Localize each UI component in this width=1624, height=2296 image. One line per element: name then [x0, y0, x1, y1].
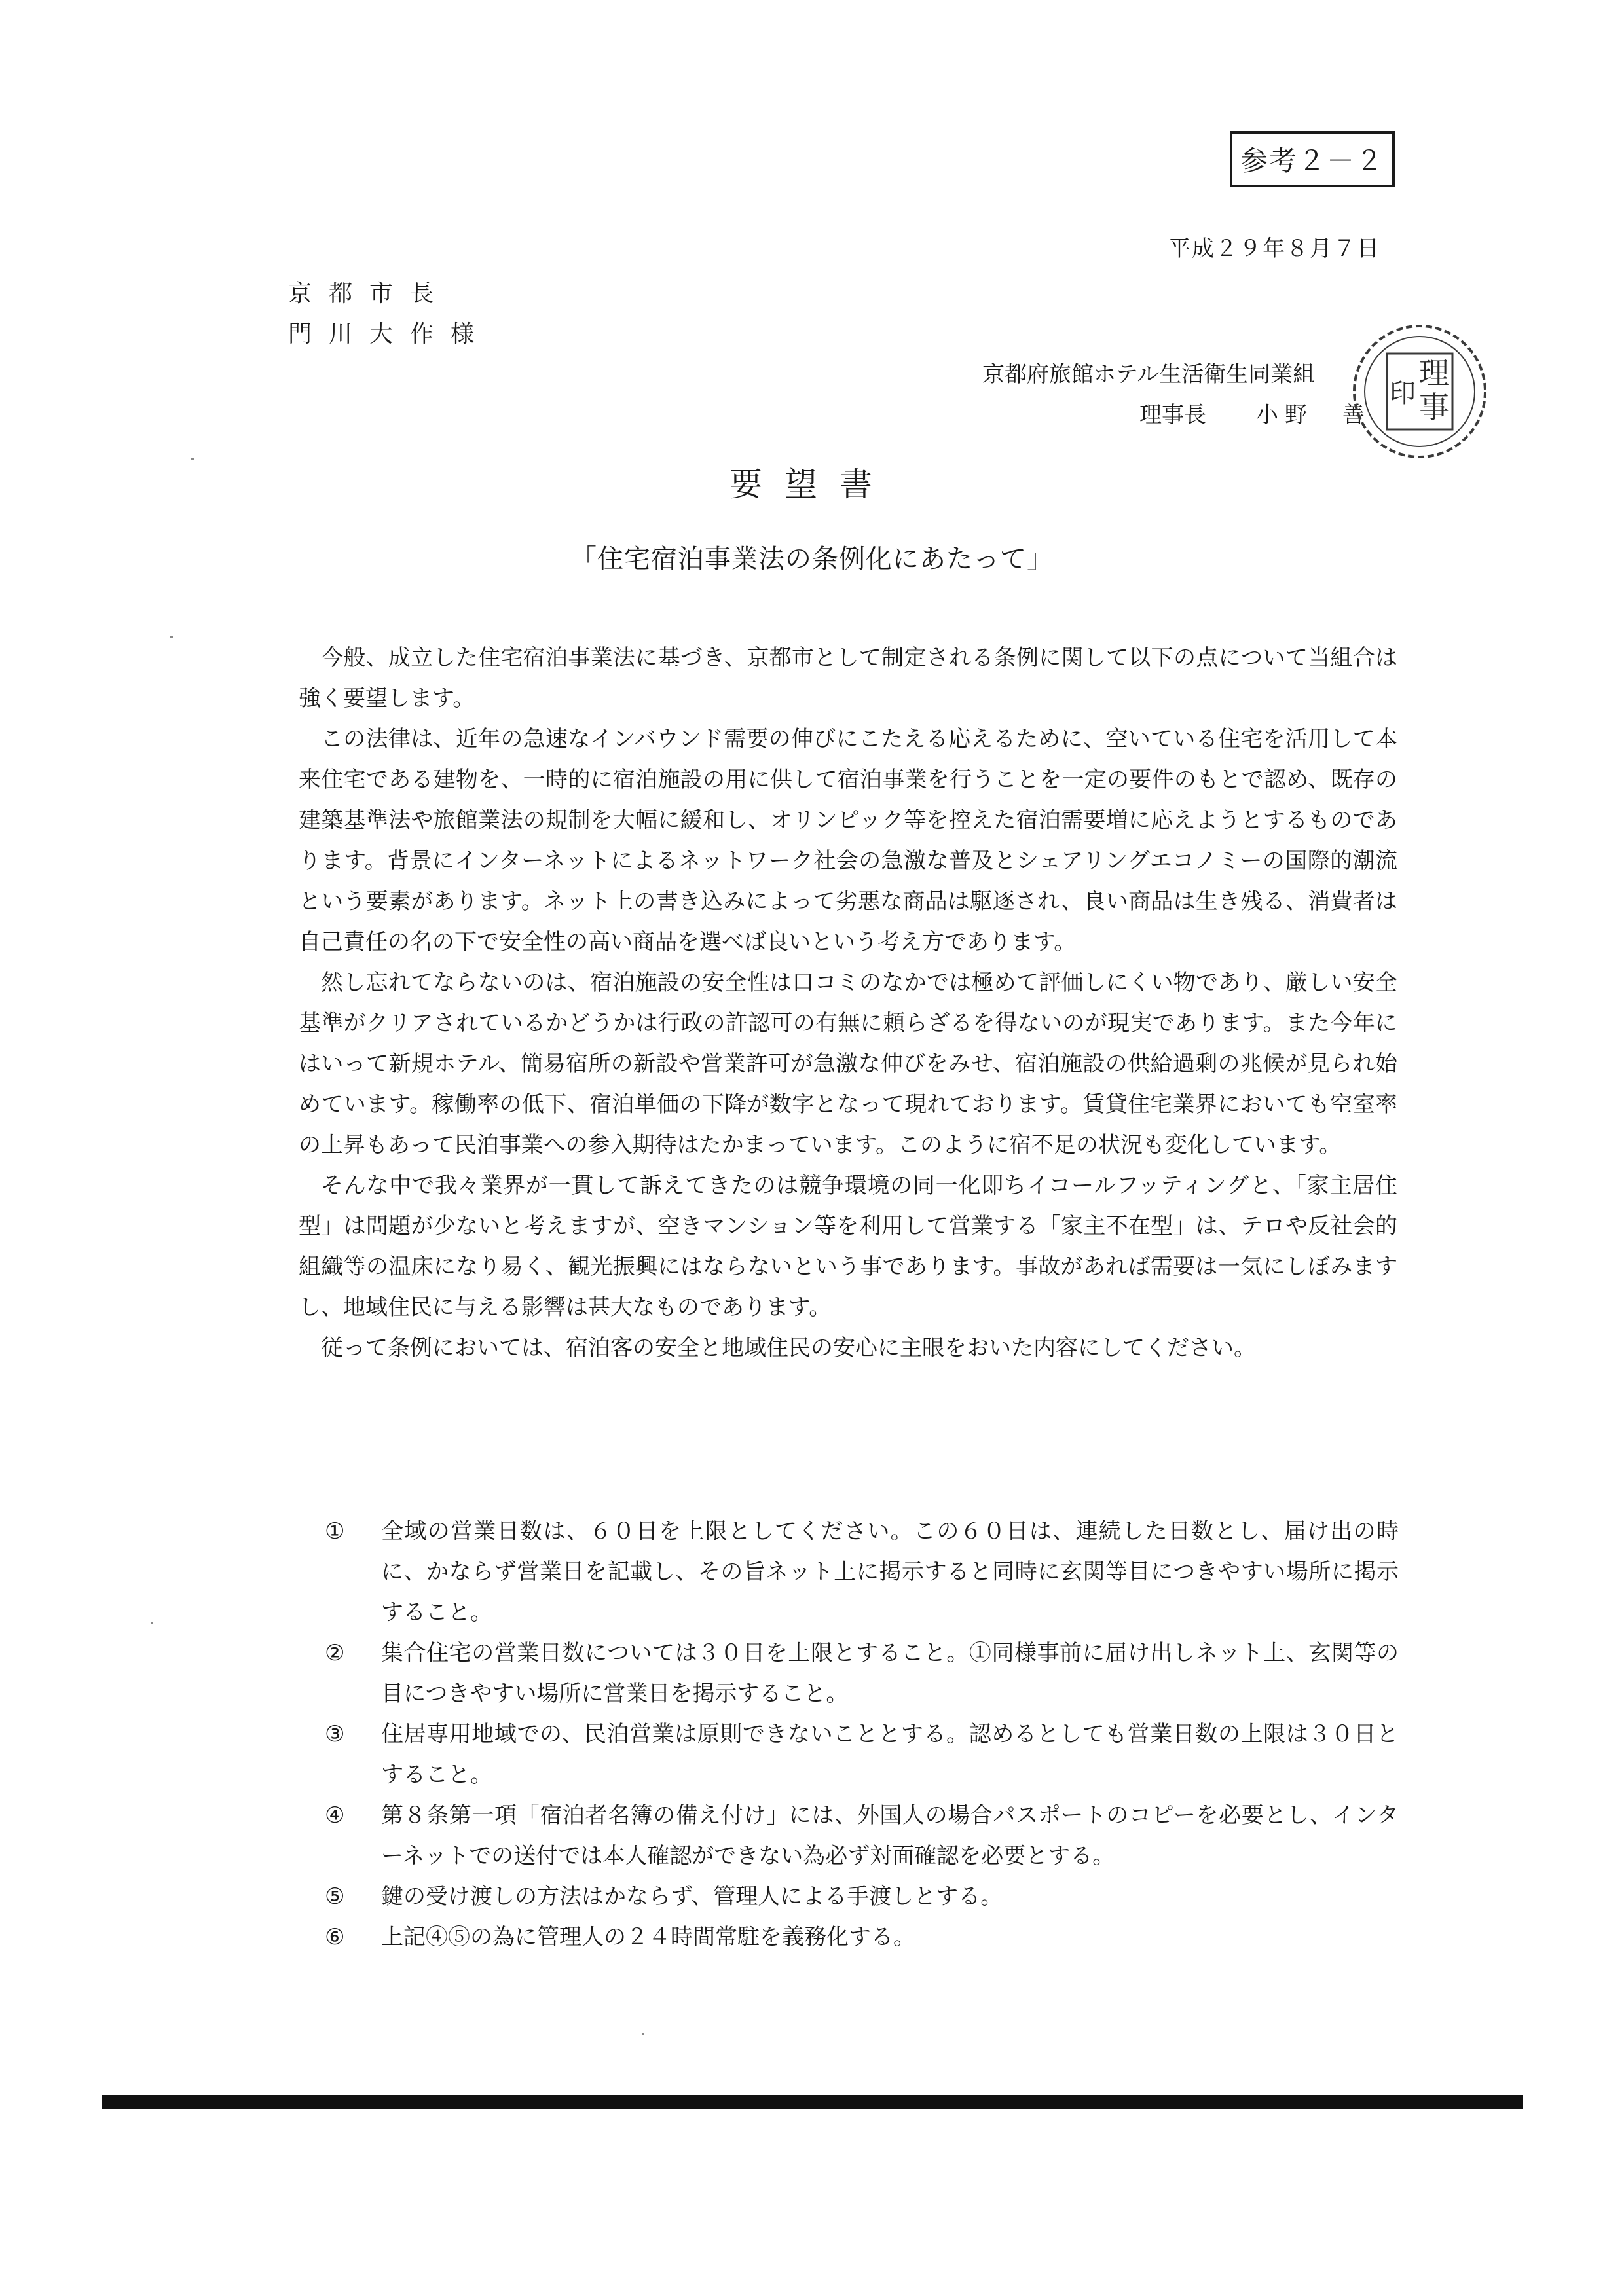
- scan-speck: [170, 636, 173, 638]
- reference-label: 参考２－２: [1240, 145, 1384, 177]
- request-text: 集合住宅の営業日数については３０日を上限とすること。①同様事前に届け出しネット上、玄関等の目につきやすい場所に営業日を掲示すること。: [381, 1640, 1399, 1707]
- seal-char-3: 印: [1390, 378, 1416, 409]
- reference-label-box: [1230, 131, 1395, 187]
- document-body: [299, 638, 1397, 1368]
- list-item: [325, 1795, 1399, 1876]
- request-text: 上記④⑤の為に管理人の２４時間常駐を義務化する。: [381, 1924, 915, 1950]
- document-title: 要望書: [729, 465, 895, 503]
- body-paragraph: 然し忘れてならないのは、宿泊施設の安全性は口コミのなかでは極めて評価しにくい物であり、厳しい安全基準がクリアされているかどうかは行政の許認可の有無に頼らざるを得ないのが現実であります。また今年にはいって新規ホテル、簡易宿所の新設や営業許可が急激な伸びをみせ、宿泊施設の供給過剰の兆候が見られ始めています。稼働率の低下、宿泊単価の下降が数字となって現れております。賃貸住宅業界においても空室率の上昇もあって民泊事業への参入期待はたかまっています。このように宿不足の状況も変化しています。: [299, 970, 1397, 1158]
- body-paragraph: 従って条例においては、宿泊客の安全と地域住民の安心に主眼をおいた内容にしてください。: [321, 1335, 1256, 1361]
- request-text: 住居専用地域での、民泊営業は原則できないこととする。認めるとしても営業日数の上限は３０日とすること。: [381, 1721, 1399, 1788]
- request-number: ④: [325, 1802, 345, 1829]
- list-item: [325, 1876, 1399, 1917]
- body-paragraph: 今般、成立した住宅宿泊事業法に基づき、京都市として制定される条例に関して以下の点について当組合は強く要望します。: [299, 645, 1397, 712]
- body-paragraph: そんな中で我々業界が一貫して訴えてきたのは競争環境の同一化即ちイコールフッティングと、「家主居住型」は問題が少ないと考えますが、空きマンション等を利用して営業する「家主不在型」は、テロや反社会的組織等の温床になり易く、観光振興にはならないという事であります。事故があれば需要は一気にしぼみますし、地域住民に与える影響は甚大なものであります。: [299, 1173, 1397, 1321]
- request-text: 鍵の受け渡しの方法はかならず、管理人による手渡しとする。: [381, 1884, 1003, 1910]
- body-paragraph: この法律は、近年の急速なインバウンド需要の伸びにこたえる応えるために、空いている住宅を活用して本来住宅である建物を、一時的に宿泊施設の用に供して宿泊事業を行うことを一定の要件のもとで認め、既存の建築基準法や旅館業法の規制を大幅に緩和し、オリンピック等を控えた宿泊需要増に応えようとするものであります。背景にインターネットによるネットワーク社会の急激な普及とシェアリングエコノミーの国際的潮流という要素があります。ネット上の書き込みによって劣悪な商品は駆逐され、良い商品は生き残る、消費者は自己責任の名の下で安全性の高い商品を選べば良いという考え方であります。: [299, 726, 1397, 955]
- list-item: [325, 1511, 1399, 1633]
- request-number: ①: [325, 1518, 345, 1544]
- list-item: [325, 1633, 1399, 1714]
- scan-speck: [191, 458, 194, 460]
- seal-char-2: 事: [1419, 390, 1449, 425]
- list-item: [325, 1917, 1399, 1958]
- scan-speck: [151, 1622, 153, 1624]
- seal-char-1: 理: [1419, 355, 1449, 391]
- request-text: 第８条第一項「宿泊者名簿の備え付け」には、外国人の場合パスポートのコピーを必要とし、インターネットでの送付では本人確認ができない為必ず対面確認を必要とする。: [381, 1802, 1399, 1869]
- request-number: ③: [325, 1721, 345, 1747]
- official-seal-stamp: [1348, 319, 1492, 464]
- request-text: 全域の営業日数は、６０日を上限としてください。この６０日は、連続した日数とし、届け出の時に、かならず営業日を記載し、その旨ネット上に掲示すると同時に玄関等目につきやすい場所に掲示すること。: [381, 1518, 1399, 1626]
- document-date: 平成２９年８月７日: [1168, 236, 1380, 262]
- request-number: ⑤: [325, 1884, 345, 1910]
- request-list: [325, 1511, 1399, 1958]
- list-item: [325, 1714, 1399, 1795]
- sender-title: 理事長: [1139, 402, 1206, 428]
- sender-organization: 京都府旅館ホテル生活衛生同業組: [982, 361, 1316, 388]
- addressee-name: 門川大作様: [288, 321, 492, 348]
- addressee-title: 京都市長: [288, 280, 451, 307]
- footer-divider: [102, 2095, 1523, 2109]
- sender-name: 小野 善: [1256, 402, 1371, 428]
- document-subtitle: 「住宅宿泊事業法の条例化にあたって」: [570, 544, 1054, 574]
- request-number: ②: [325, 1640, 345, 1666]
- scan-speck: [642, 2033, 644, 2035]
- request-number: ⑥: [325, 1924, 345, 1950]
